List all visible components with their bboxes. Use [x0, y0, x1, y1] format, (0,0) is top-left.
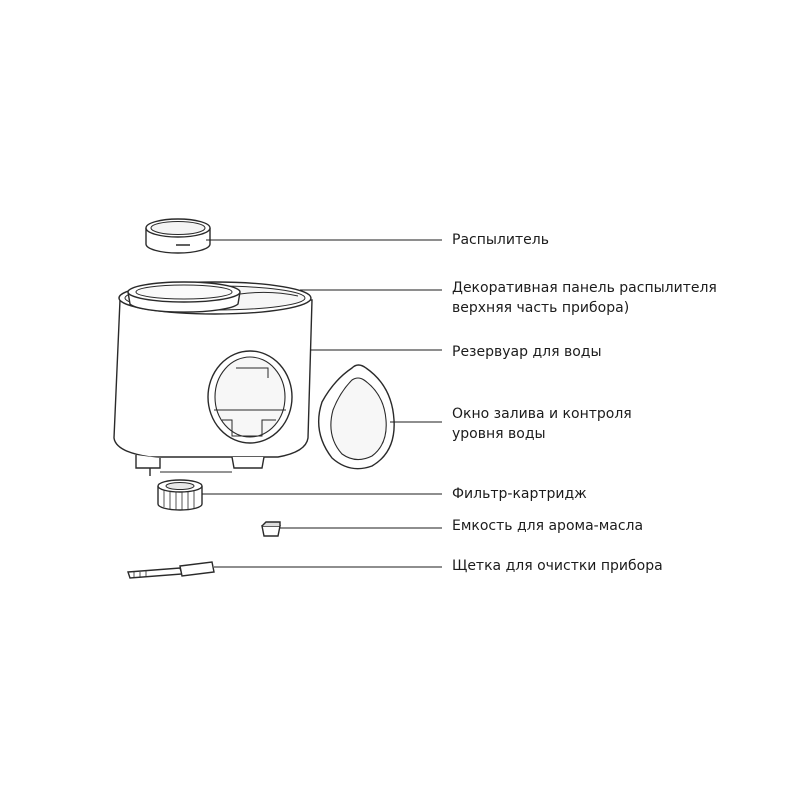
label-sprayer-text: Распылитель — [452, 232, 549, 248]
aroma-container-part — [262, 522, 280, 536]
body-base — [136, 455, 264, 476]
label-water-tank-text: Резервуар для воды — [452, 344, 602, 360]
filter-cartridge-part — [158, 480, 202, 510]
label-decor-panel-line2: верхняя часть прибора) — [452, 300, 630, 316]
fill-window-part — [319, 365, 394, 469]
label-fill-window-line2: уровня воды — [452, 426, 546, 442]
label-fill-window — [452, 404, 632, 444]
label-water-tank — [452, 342, 602, 362]
sprayer-part — [146, 219, 210, 253]
label-filter — [452, 484, 587, 504]
label-aroma-text: Емкость для арома-масла — [452, 518, 644, 534]
label-fill-window-line1: Окно залива и контроля — [452, 406, 632, 422]
body-window-opening — [208, 351, 292, 443]
label-brush-text: Щетка для очистки прибора — [452, 558, 663, 574]
label-decor-panel — [452, 278, 717, 318]
label-aroma — [452, 516, 643, 536]
label-filter-text: Фильтр-картридж — [452, 486, 587, 502]
label-brush — [452, 556, 663, 576]
label-sprayer — [452, 230, 549, 250]
label-decor-panel-line1: Декоративная панель распылителя — [452, 280, 717, 296]
cleaning-brush-part — [128, 562, 214, 578]
